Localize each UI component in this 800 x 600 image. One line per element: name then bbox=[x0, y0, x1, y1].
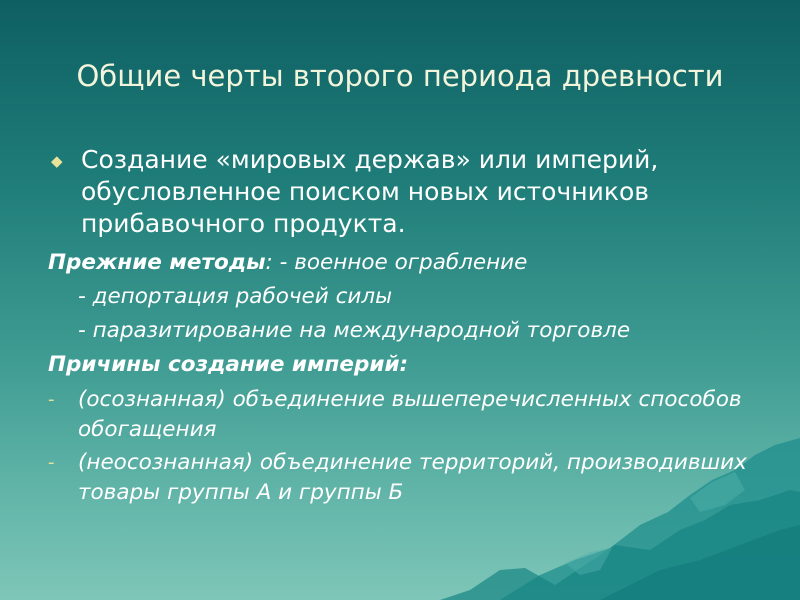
causes-item-text: (осознанная) объединение вышеперечисленных способов обогащения bbox=[78, 387, 742, 442]
methods-item: - паразитирование на международной торговле bbox=[78, 318, 631, 343]
slide-title: Общие черты второго периода древности bbox=[76, 59, 724, 93]
causes-item-text: (неосознанная) объединение территорий, производивших товары группы А и группы Б bbox=[78, 450, 747, 505]
main-bullet bbox=[48, 144, 768, 240]
main-bullet-text: Создание «мировых держав» или империй, обусловленное поиском новых источников прибавочного продукта. bbox=[81, 145, 659, 238]
methods-line bbox=[48, 246, 768, 280]
causes-label: Причины создание империй: bbox=[48, 352, 409, 377]
methods-label: Прежние методы bbox=[48, 250, 266, 275]
slide-body bbox=[48, 144, 768, 508]
causes-item bbox=[48, 448, 768, 508]
methods-item: - депортация рабочей силы bbox=[78, 284, 393, 309]
methods-first: : - военное ограбление bbox=[265, 250, 528, 275]
dash-bullet-icon: - bbox=[48, 389, 55, 410]
causes-item bbox=[48, 385, 768, 445]
diamond-bullet-icon: ◆ bbox=[51, 152, 63, 170]
dash-bullet-icon: - bbox=[48, 452, 55, 473]
